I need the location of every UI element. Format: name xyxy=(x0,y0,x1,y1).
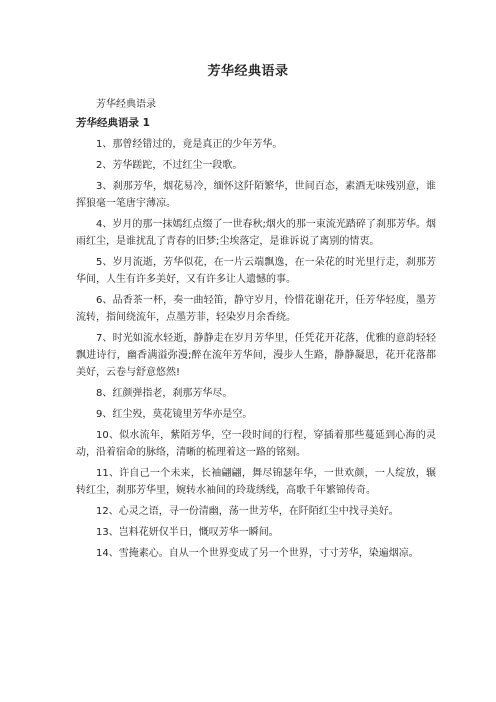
document-subtitle: 芳华经典语录 xyxy=(96,99,156,110)
paragraph-10: 10、似水流年，紫陌芳华，空一段时间的行程，穿插着那些蔓延到心海的灵动，沿着宿命的脉络，清晰的梳理着这一路的铭刻。 xyxy=(76,430,436,458)
paragraph-3: 3、刹那芳华，烟花易冷，缅怀这阡陌繁华，世间百态，素酒无味残别意，谁挥狼毫一笔唐宇薄凉。 xyxy=(76,181,436,209)
paragraph-12: 12、心灵之语，寻一份清幽，荡一世芳华，在阡陌红尘中找寻美好。 xyxy=(96,506,399,517)
paragraph-14: 14、雪掩素心。自从一个世界变成了另一个世界，寸寸芳华，染遍烟凉。 xyxy=(96,548,419,559)
section-heading: 芳华经典语录 1 xyxy=(76,117,150,129)
paragraph-7: 7、时光如流水轻逝，静静走在岁月芳华里，任凭花开花落，优雅的意韵轻轻飘进诗行，幽香满溢弥漫;醉在流年芳华间，漫步人生路，静静凝思，花开花落都美好，云卷与舒意悠然! xyxy=(76,333,436,378)
paragraph-6: 6、品香茶一杯，奏一曲轻笛，静守岁月，怜惜花谢花开，任芳华轻度，墨芳流转，指间绕流年，点墨芳菲，轻染岁月余香绕。 xyxy=(76,295,436,323)
document-title: 芳华经典语录 xyxy=(207,64,289,79)
paragraph-13: 13、岂料花妍仅半日，慨叹芳华一瞬间。 xyxy=(96,527,279,538)
paragraph-1: 1、那曾经错过的，竟是真正的少年芳华。 xyxy=(96,139,283,150)
paragraph-2: 2、芳华蹉跎，不过红尘一段歌。 xyxy=(96,160,243,171)
paragraph-5: 5、岁月流逝，芳华似花，在一片云端飘逸，在一朵花的时光里行走，刹那芳华间，人生有许多美好，又有许多让人遗憾的事。 xyxy=(76,257,436,285)
paragraph-11: 11、许自己一个未来，长袖翩翩，舞尽锦瑟年华，一世欢颜，一人绽放，辗转红尘，刹那芳华里，婉转水袖间的玲珑绣线，高歌千年繁锦传奇。 xyxy=(76,468,436,496)
paragraph-9: 9、红尘殁，莫花镜里芳华亦是空。 xyxy=(96,409,253,420)
paragraph-4: 4、岁月的那一抹嫣红点缀了一世春秋;烟火的那一束流光踏碎了刹那芳华。烟雨红尘，是谁扰乱了青春的旧梦;尘埃落定，是谁诉说了离别的情衷。 xyxy=(76,219,436,247)
paragraph-8: 8、红颜弹指老，刹那芳华尽。 xyxy=(96,388,233,399)
